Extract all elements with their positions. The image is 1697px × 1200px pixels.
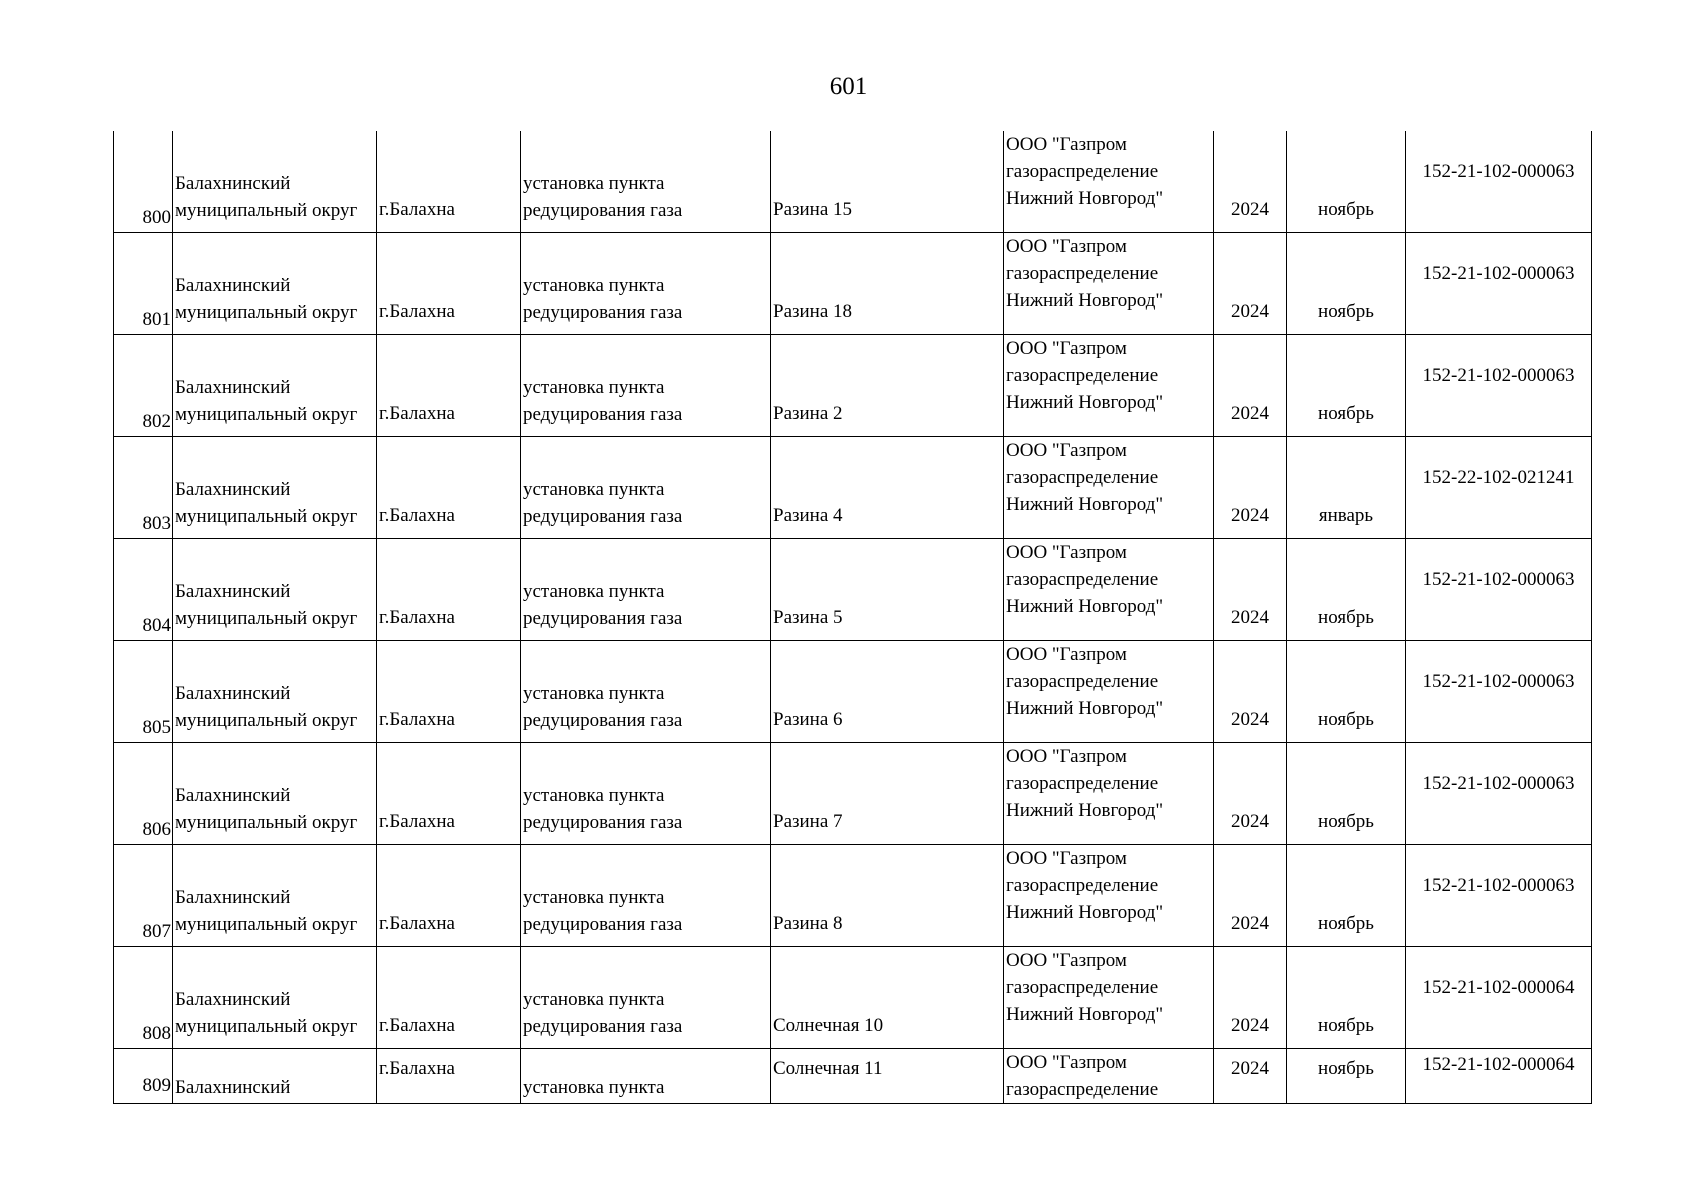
year: 2024 bbox=[1231, 199, 1269, 220]
district-line: Балахнинский bbox=[175, 989, 291, 1010]
org-line: ООО "Газпром bbox=[1006, 134, 1127, 155]
cell-district bbox=[173, 131, 377, 233]
cell-work bbox=[521, 335, 771, 437]
month: ноябрь bbox=[1318, 709, 1374, 730]
table-row bbox=[114, 641, 1592, 743]
org-line: ООО "Газпром bbox=[1006, 848, 1127, 869]
work-line: установка пункта bbox=[523, 581, 665, 602]
cell-organization bbox=[1004, 845, 1214, 947]
work-line: установка пункта bbox=[523, 683, 665, 704]
cell-district bbox=[173, 437, 377, 539]
cell-district bbox=[173, 233, 377, 335]
month: ноябрь bbox=[1318, 301, 1374, 322]
address: Разина 2 bbox=[773, 403, 843, 424]
row-number: 804 bbox=[142, 615, 171, 636]
object-code: 152-21-102-000063 bbox=[1422, 263, 1575, 284]
object-code: 152-21-102-000064 bbox=[1422, 1054, 1575, 1075]
row-number: 809 bbox=[142, 1075, 171, 1096]
row-number: 801 bbox=[142, 309, 171, 330]
cell-district bbox=[173, 743, 377, 845]
cell-work bbox=[521, 539, 771, 641]
cell-city bbox=[377, 641, 521, 743]
cell-code bbox=[1406, 335, 1592, 437]
object-code: 152-21-102-000063 bbox=[1422, 161, 1575, 182]
cell-address bbox=[771, 641, 1004, 743]
cell-month bbox=[1287, 131, 1406, 233]
address: Разина 15 bbox=[773, 199, 853, 220]
row-number: 805 bbox=[142, 717, 171, 738]
district-line: муниципальный округ bbox=[175, 404, 358, 425]
org-line: ООО "Газпром bbox=[1006, 644, 1127, 665]
city: г.Балахна bbox=[379, 199, 455, 220]
org-line: Нижний Новгород" bbox=[1006, 1004, 1164, 1025]
cell-month bbox=[1287, 437, 1406, 539]
year: 2024 bbox=[1231, 1058, 1269, 1079]
data-table bbox=[113, 131, 1592, 1104]
object-code: 152-21-102-000063 bbox=[1422, 671, 1575, 692]
cell-number bbox=[114, 1049, 173, 1104]
month: ноябрь bbox=[1318, 913, 1374, 934]
cell-city bbox=[377, 437, 521, 539]
work-line: установка пункта bbox=[523, 173, 665, 194]
cell-code bbox=[1406, 131, 1592, 233]
table-row bbox=[114, 131, 1592, 233]
cell-address bbox=[771, 539, 1004, 641]
month: ноябрь bbox=[1318, 1015, 1374, 1036]
cell-year bbox=[1214, 335, 1287, 437]
row-number: 807 bbox=[142, 921, 171, 942]
org-line: газораспределение bbox=[1006, 875, 1159, 896]
cell-code bbox=[1406, 437, 1592, 539]
city: г.Балахна bbox=[379, 1015, 455, 1036]
table-row bbox=[114, 233, 1592, 335]
org-line: газораспределение bbox=[1006, 467, 1159, 488]
cell-number bbox=[114, 233, 173, 335]
district-line: Балахнинский bbox=[175, 683, 291, 704]
cell-year bbox=[1214, 1049, 1287, 1104]
district-line: Балахнинский bbox=[175, 275, 291, 296]
month: ноябрь bbox=[1318, 1058, 1374, 1079]
org-line: газораспределение bbox=[1006, 671, 1159, 692]
cell-year bbox=[1214, 233, 1287, 335]
object-code: 152-22-102-021241 bbox=[1422, 467, 1575, 488]
year: 2024 bbox=[1231, 1015, 1269, 1036]
cell-number bbox=[114, 437, 173, 539]
district-line: Балахнинский bbox=[175, 581, 291, 602]
table-row bbox=[114, 845, 1592, 947]
cell-work bbox=[521, 743, 771, 845]
city: г.Балахна bbox=[379, 607, 455, 628]
cell-code bbox=[1406, 947, 1592, 1049]
district-line: Балахнинский bbox=[175, 887, 291, 908]
address: Разина 6 bbox=[773, 709, 843, 730]
cell-address bbox=[771, 335, 1004, 437]
district-line: муниципальный округ bbox=[175, 200, 358, 221]
work-line: редуцирования газа bbox=[523, 608, 683, 629]
district-line: муниципальный округ bbox=[175, 608, 358, 629]
org-line: Нижний Новгород" bbox=[1006, 698, 1164, 719]
org-line: Нижний Новгород" bbox=[1006, 494, 1164, 515]
cell-district bbox=[173, 641, 377, 743]
cell-organization bbox=[1004, 233, 1214, 335]
cell-organization bbox=[1004, 1049, 1214, 1104]
cell-code bbox=[1406, 845, 1592, 947]
work-line: установка пункта bbox=[523, 479, 665, 500]
org-line: Нижний Новгород" bbox=[1006, 290, 1164, 311]
org-line: ООО "Газпром bbox=[1006, 338, 1127, 359]
cell-year bbox=[1214, 539, 1287, 641]
cell-address bbox=[771, 437, 1004, 539]
cell-city bbox=[377, 131, 521, 233]
cell-city bbox=[377, 335, 521, 437]
city: г.Балахна bbox=[379, 1058, 455, 1079]
cell-organization bbox=[1004, 947, 1214, 1049]
month: ноябрь bbox=[1318, 607, 1374, 628]
cell-city bbox=[377, 233, 521, 335]
org-line: Нижний Новгород" bbox=[1006, 596, 1164, 617]
org-line: ООО "Газпром bbox=[1006, 440, 1127, 461]
work-line: установка пункта bbox=[523, 275, 665, 296]
cell-city bbox=[377, 743, 521, 845]
row-number: 800 bbox=[142, 207, 171, 228]
cell-work bbox=[521, 233, 771, 335]
object-code: 152-21-102-000063 bbox=[1422, 875, 1575, 896]
row-number: 802 bbox=[142, 411, 171, 432]
cell-number bbox=[114, 335, 173, 437]
district-line: муниципальный округ bbox=[175, 710, 358, 731]
month: ноябрь bbox=[1318, 811, 1374, 832]
cell-work bbox=[521, 437, 771, 539]
district-line: муниципальный округ bbox=[175, 506, 358, 527]
address: Разина 8 bbox=[773, 913, 843, 934]
cell-number bbox=[114, 947, 173, 1049]
work-line: редуцирования газа bbox=[523, 812, 683, 833]
cell-organization bbox=[1004, 437, 1214, 539]
cell-code bbox=[1406, 1049, 1592, 1104]
cell-month bbox=[1287, 641, 1406, 743]
cell-work bbox=[521, 131, 771, 233]
city: г.Балахна bbox=[379, 403, 455, 424]
org-line: ООО "Газпром bbox=[1006, 236, 1127, 257]
year: 2024 bbox=[1231, 301, 1269, 322]
cell-month bbox=[1287, 335, 1406, 437]
cell-month bbox=[1287, 947, 1406, 1049]
district-line: муниципальный округ bbox=[175, 302, 358, 323]
row-number: 803 bbox=[142, 513, 171, 534]
work-line: редуцирования газа bbox=[523, 404, 683, 425]
cell-district bbox=[173, 1049, 377, 1104]
cell-address bbox=[771, 743, 1004, 845]
cell-month bbox=[1287, 539, 1406, 641]
object-code: 152-21-102-000063 bbox=[1422, 773, 1575, 794]
cell-organization bbox=[1004, 641, 1214, 743]
org-line: Нижний Новгород" bbox=[1006, 800, 1164, 821]
cell-year bbox=[1214, 131, 1287, 233]
year: 2024 bbox=[1231, 607, 1269, 628]
table-row bbox=[114, 335, 1592, 437]
cell-number bbox=[114, 131, 173, 233]
row-number: 806 bbox=[142, 819, 171, 840]
work-line: редуцирования газа bbox=[523, 914, 683, 935]
city: г.Балахна bbox=[379, 301, 455, 322]
table-row bbox=[114, 947, 1592, 1049]
work-line: установка пункта bbox=[523, 989, 665, 1010]
cell-district bbox=[173, 539, 377, 641]
address: Разина 5 bbox=[773, 607, 843, 628]
object-code: 152-21-102-000063 bbox=[1422, 365, 1575, 386]
cell-district bbox=[173, 335, 377, 437]
cell-code bbox=[1406, 641, 1592, 743]
district-line: муниципальный округ bbox=[175, 812, 358, 833]
cell-district bbox=[173, 947, 377, 1049]
table-row bbox=[114, 437, 1592, 539]
org-line: ООО "Газпром bbox=[1006, 542, 1127, 563]
district-line: Балахнинский bbox=[175, 377, 291, 398]
org-line: ООО "Газпром bbox=[1006, 1052, 1127, 1073]
cell-work bbox=[521, 641, 771, 743]
city: г.Балахна bbox=[379, 709, 455, 730]
month: ноябрь bbox=[1318, 403, 1374, 424]
cell-month bbox=[1287, 845, 1406, 947]
table-row bbox=[114, 1049, 1592, 1104]
year: 2024 bbox=[1231, 505, 1269, 526]
cell-year bbox=[1214, 437, 1287, 539]
object-code: 152-21-102-000063 bbox=[1422, 569, 1575, 590]
org-line: Нижний Новгород" bbox=[1006, 902, 1164, 923]
cell-address bbox=[771, 131, 1004, 233]
cell-address bbox=[771, 1049, 1004, 1104]
table-row bbox=[114, 743, 1592, 845]
year: 2024 bbox=[1231, 709, 1269, 730]
org-line: газораспределение bbox=[1006, 773, 1159, 794]
org-line: газораспределение bbox=[1006, 161, 1159, 182]
address: Солнечная 10 bbox=[773, 1015, 884, 1036]
district-line: Балахнинский bbox=[175, 479, 291, 500]
cell-organization bbox=[1004, 131, 1214, 233]
work-line: редуцирования газа bbox=[523, 302, 683, 323]
cell-address bbox=[771, 233, 1004, 335]
cell-number bbox=[114, 641, 173, 743]
district-line: муниципальный округ bbox=[175, 1016, 358, 1037]
cell-city bbox=[377, 947, 521, 1049]
district-line: Балахнинский bbox=[175, 1077, 291, 1098]
cell-code bbox=[1406, 743, 1592, 845]
cell-work bbox=[521, 1049, 771, 1104]
cell-year bbox=[1214, 641, 1287, 743]
cell-number bbox=[114, 539, 173, 641]
city: г.Балахна bbox=[379, 505, 455, 526]
cell-organization bbox=[1004, 335, 1214, 437]
cell-code bbox=[1406, 233, 1592, 335]
cell-number bbox=[114, 743, 173, 845]
city: г.Балахна bbox=[379, 811, 455, 832]
table-row bbox=[114, 539, 1592, 641]
district-line: муниципальный округ bbox=[175, 914, 358, 935]
org-line: газораспределение bbox=[1006, 977, 1159, 998]
cell-year bbox=[1214, 947, 1287, 1049]
district-line: Балахнинский bbox=[175, 785, 291, 806]
cell-address bbox=[771, 947, 1004, 1049]
work-line: редуцирования газа bbox=[523, 710, 683, 731]
work-line: редуцирования газа bbox=[523, 506, 683, 527]
work-line: редуцирования газа bbox=[523, 200, 683, 221]
address: Разина 4 bbox=[773, 505, 843, 526]
org-line: газораспределение bbox=[1006, 263, 1159, 284]
work-line: редуцирования газа bbox=[523, 1016, 683, 1037]
year: 2024 bbox=[1231, 913, 1269, 934]
cell-month bbox=[1287, 233, 1406, 335]
org-line: газораспределение bbox=[1006, 569, 1159, 590]
year: 2024 bbox=[1231, 403, 1269, 424]
page-number: 601 bbox=[829, 73, 868, 100]
month: январь bbox=[1318, 505, 1374, 526]
org-line: Нижний Новгород" bbox=[1006, 392, 1164, 413]
cell-city bbox=[377, 1049, 521, 1104]
org-line: ООО "Газпром bbox=[1006, 746, 1127, 767]
address: Разина 7 bbox=[773, 811, 843, 832]
year: 2024 bbox=[1231, 811, 1269, 832]
district-line: Балахнинский bbox=[175, 173, 291, 194]
address: Разина 18 bbox=[773, 301, 853, 322]
cell-address bbox=[771, 845, 1004, 947]
row-number: 808 bbox=[142, 1023, 171, 1044]
org-line: Нижний Новгород" bbox=[1006, 188, 1164, 209]
cell-district bbox=[173, 845, 377, 947]
cell-year bbox=[1214, 845, 1287, 947]
cell-number bbox=[114, 845, 173, 947]
address: Солнечная 11 bbox=[773, 1058, 883, 1079]
cell-city bbox=[377, 845, 521, 947]
cell-organization bbox=[1004, 743, 1214, 845]
cell-work bbox=[521, 947, 771, 1049]
work-line: установка пункта bbox=[523, 377, 665, 398]
cell-organization bbox=[1004, 539, 1214, 641]
cell-month bbox=[1287, 1049, 1406, 1104]
cell-code bbox=[1406, 539, 1592, 641]
cell-work bbox=[521, 845, 771, 947]
work-line: установка пункта bbox=[523, 887, 665, 908]
object-code: 152-21-102-000064 bbox=[1422, 977, 1575, 998]
org-line: газораспределение bbox=[1006, 1079, 1159, 1100]
work-line: установка пункта bbox=[523, 785, 665, 806]
cell-month bbox=[1287, 743, 1406, 845]
org-line: газораспределение bbox=[1006, 365, 1159, 386]
cell-year bbox=[1214, 743, 1287, 845]
work-line: установка пункта bbox=[523, 1077, 665, 1098]
cell-city bbox=[377, 539, 521, 641]
city: г.Балахна bbox=[379, 913, 455, 934]
org-line: ООО "Газпром bbox=[1006, 950, 1127, 971]
month: ноябрь bbox=[1318, 199, 1374, 220]
